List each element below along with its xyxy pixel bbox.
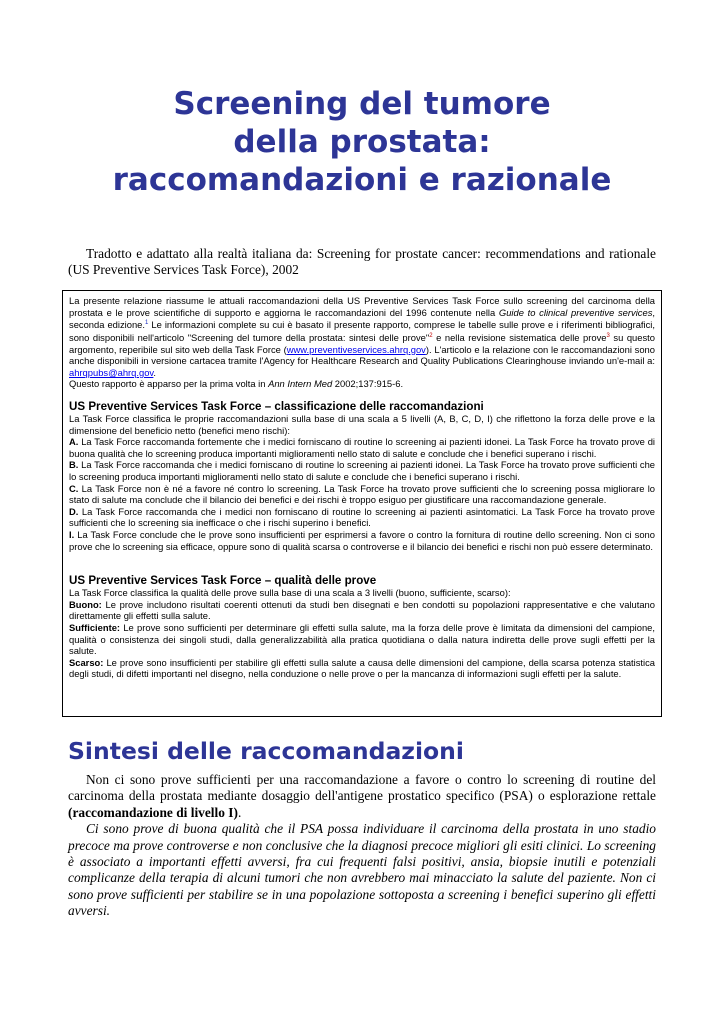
translation-note: Tradotto e adattato alla realtà italiana da: Screening for prostate cancer: recommendations and rationale (US Preventive Services Task Force), 2002 bbox=[68, 246, 656, 277]
evidence-quality-heading: US Preventive Services Task Force – qualità delle prove bbox=[69, 574, 377, 588]
footnote-ref-1: 1 bbox=[145, 320, 149, 327]
summary-paragraph-1: Non ci sono prove sufficienti per una raccomandazione a favore o contro lo screening di routine del carcinoma della prostata mediante dosaggio dell'antigene prostatico specifico (PSA) o esplorazione rettale (raccomandazione di livello I). bbox=[68, 772, 656, 820]
quality-good: Buono: Le prove includono risultati coerenti ottenuti da studi ben disegnati e ben condotti su popolazioni rappresentative e che valutano direttamente gli effetti sulla salute. bbox=[69, 598, 655, 622]
recommendations-classification-intro: La Task Force classifica le proprie raccomandazioni sulla base di una scala a 5 livelli (A, B, C, D, I) che riflettono la forza delle prove e la dimensione del beneficio netto (benefici meno rischi): bbox=[69, 413, 655, 436]
ahrq-email-link[interactable]: ahrqpubs@ahrq.gov bbox=[69, 366, 154, 378]
box-summary-paragraph: La presente relazione riassume le attuali raccomandazioni della US Preventive Services Task Force sullo screening del carcinoma della prostata e le prove scientifiche di supporto e aggiorna le raccomandazioni del 1996 contenute nella Guide to clinical preventive services, seconda edizione.$^1$ Le informazioni complete su cui è basato il presente rapporto, comprese le tabelle sulle prove e i riferimenti bibliografici, sono disponibili nell'articolo "Screening del tumore della prostata: sintesi delle prove"$^2$ e nella revisione sistematica delle prove$^3$ su questo argomento, reperibile sul sito web della Task Force (www.preventiveservices.ahrq.gov). L'articolo e la relazione con le raccomandazioni sono anche disponibili in versione cartacea tramite l'Agency for Healthcare Research and Quality Publications Clearinghouse inviando un'e-mail a: ahrqpubs@ahrq.gov. bbox=[69, 295, 655, 378]
grade-b: B. La Task Force raccomanda che i medici forniscano di routine lo screening ai pazienti idonei. La Task Force ha trovato prove sufficienti che lo screening produca importanti miglioramenti nello stato di salute e conclude che i benefici superano i rischi. bbox=[69, 459, 655, 482]
quality-poor: Scarso: Le prove sono insufficienti per stabilire gli effetti sulla salute a causa delle dimensioni del campione, della scarsa potenza statistica degli studi, di difetti importanti nel disegno, nella conduzione o nelle prove o per la mancanza di informazioni sugli effetti per la salute. bbox=[69, 656, 655, 680]
title-line-1: Screening del tumore bbox=[173, 86, 551, 122]
evidence-quality-intro: La Task Force classifica la qualità delle prove sulla base di una scala a 3 livelli (buono, sufficiente, scarso): bbox=[69, 587, 511, 599]
box-publication-note: Questo rapporto è apparso per la prima volta in Ann Intern Med 2002;137:915-6. bbox=[69, 378, 404, 390]
journal-name: Ann Intern Med bbox=[268, 378, 333, 390]
grade-d: D. La Task Force raccomanda che i medici non forniscano di routine lo screening ai pazienti asintomatici. La Task Force ha trovato prove sufficienti che lo screening sia inefficace o che i rischi superino i benefici. bbox=[69, 505, 655, 529]
guide-title: Guide to clinical preventive services bbox=[498, 306, 653, 318]
section-heading: Sintesi delle raccomandazioni bbox=[68, 737, 464, 765]
title-line-2: della prostata: bbox=[233, 124, 491, 160]
summary-paragraph-2: Ci sono prove di buona qualità che il PSA possa individuare il carcinoma della prostata in uno stadio precoce ma prove controverse e non conclusive che la diagnosi precoce migliori gli esiti clinici. Lo screening è associato a importanti effetti avversi, fra cui frequenti falsi positivi, ansia, biopsie inutili e potenziali complicanze della terapia di alcuni tumori che non avrebbero mai minacciato la salute del paziente. Non ci sono prove sufficienti per stabilire se in una popolazione sottoposta a screening i benefici superino gli effetti avversi. bbox=[68, 821, 656, 919]
quality-fair: Sufficiente: Le prove sono sufficienti per determinare gli effetti sulla salute, ma la forza delle prove è limitata da dimensioni del campione, qualità o consistenza dei singoli studi, dalla generalizzabilità alla pratica quotidiana o dalla natura indiretta delle prove sugli effetti per la salute. bbox=[69, 621, 655, 657]
recommendations-classification-heading: US Preventive Services Task Force – classificazione delle raccomandazioni bbox=[69, 400, 484, 413]
grade-i: I. La Task Force conclude che le prove sono insufficienti per esprimersi a favore o contro la fornitura di routine dello screening. Non ci sono prove che lo screening sia efficace, oppure sono di qualità scarsa o controverse e il bilancio dei benefici e rischi non può essere determinato. bbox=[69, 528, 655, 552]
document-title bbox=[40, 85, 684, 199]
preventive-services-link[interactable]: www.preventiveservices.ahrq.gov bbox=[286, 343, 426, 355]
footnote-ref-2: 2 bbox=[429, 332, 433, 339]
title-line-3: raccomandazioni e razionale bbox=[112, 162, 612, 198]
recommendation-level: (raccomandazione di livello I) bbox=[68, 804, 238, 820]
footnote-ref-3: 3 bbox=[606, 332, 610, 339]
grade-a: A. La Task Force raccomanda fortemente che i medici forniscano di routine lo screening ai pazienti idonei. La Task Force ha trovato prove di buona qualità che lo screening produca importanti miglioramenti nello stato di salute e conclude che i benefici superano i rischi. bbox=[69, 436, 655, 459]
grade-c: C. La Task Force non è né a favore né contro lo screening. La Task Force ha trovato prove sufficienti che lo screening possa migliorare lo stato di salute ma conclude che il bilancio dei benefici e dei rischi è troppo esiguo per giustificare una raccomandazione generale. bbox=[69, 482, 655, 506]
summary-body bbox=[68, 772, 656, 920]
info-box bbox=[62, 290, 662, 717]
